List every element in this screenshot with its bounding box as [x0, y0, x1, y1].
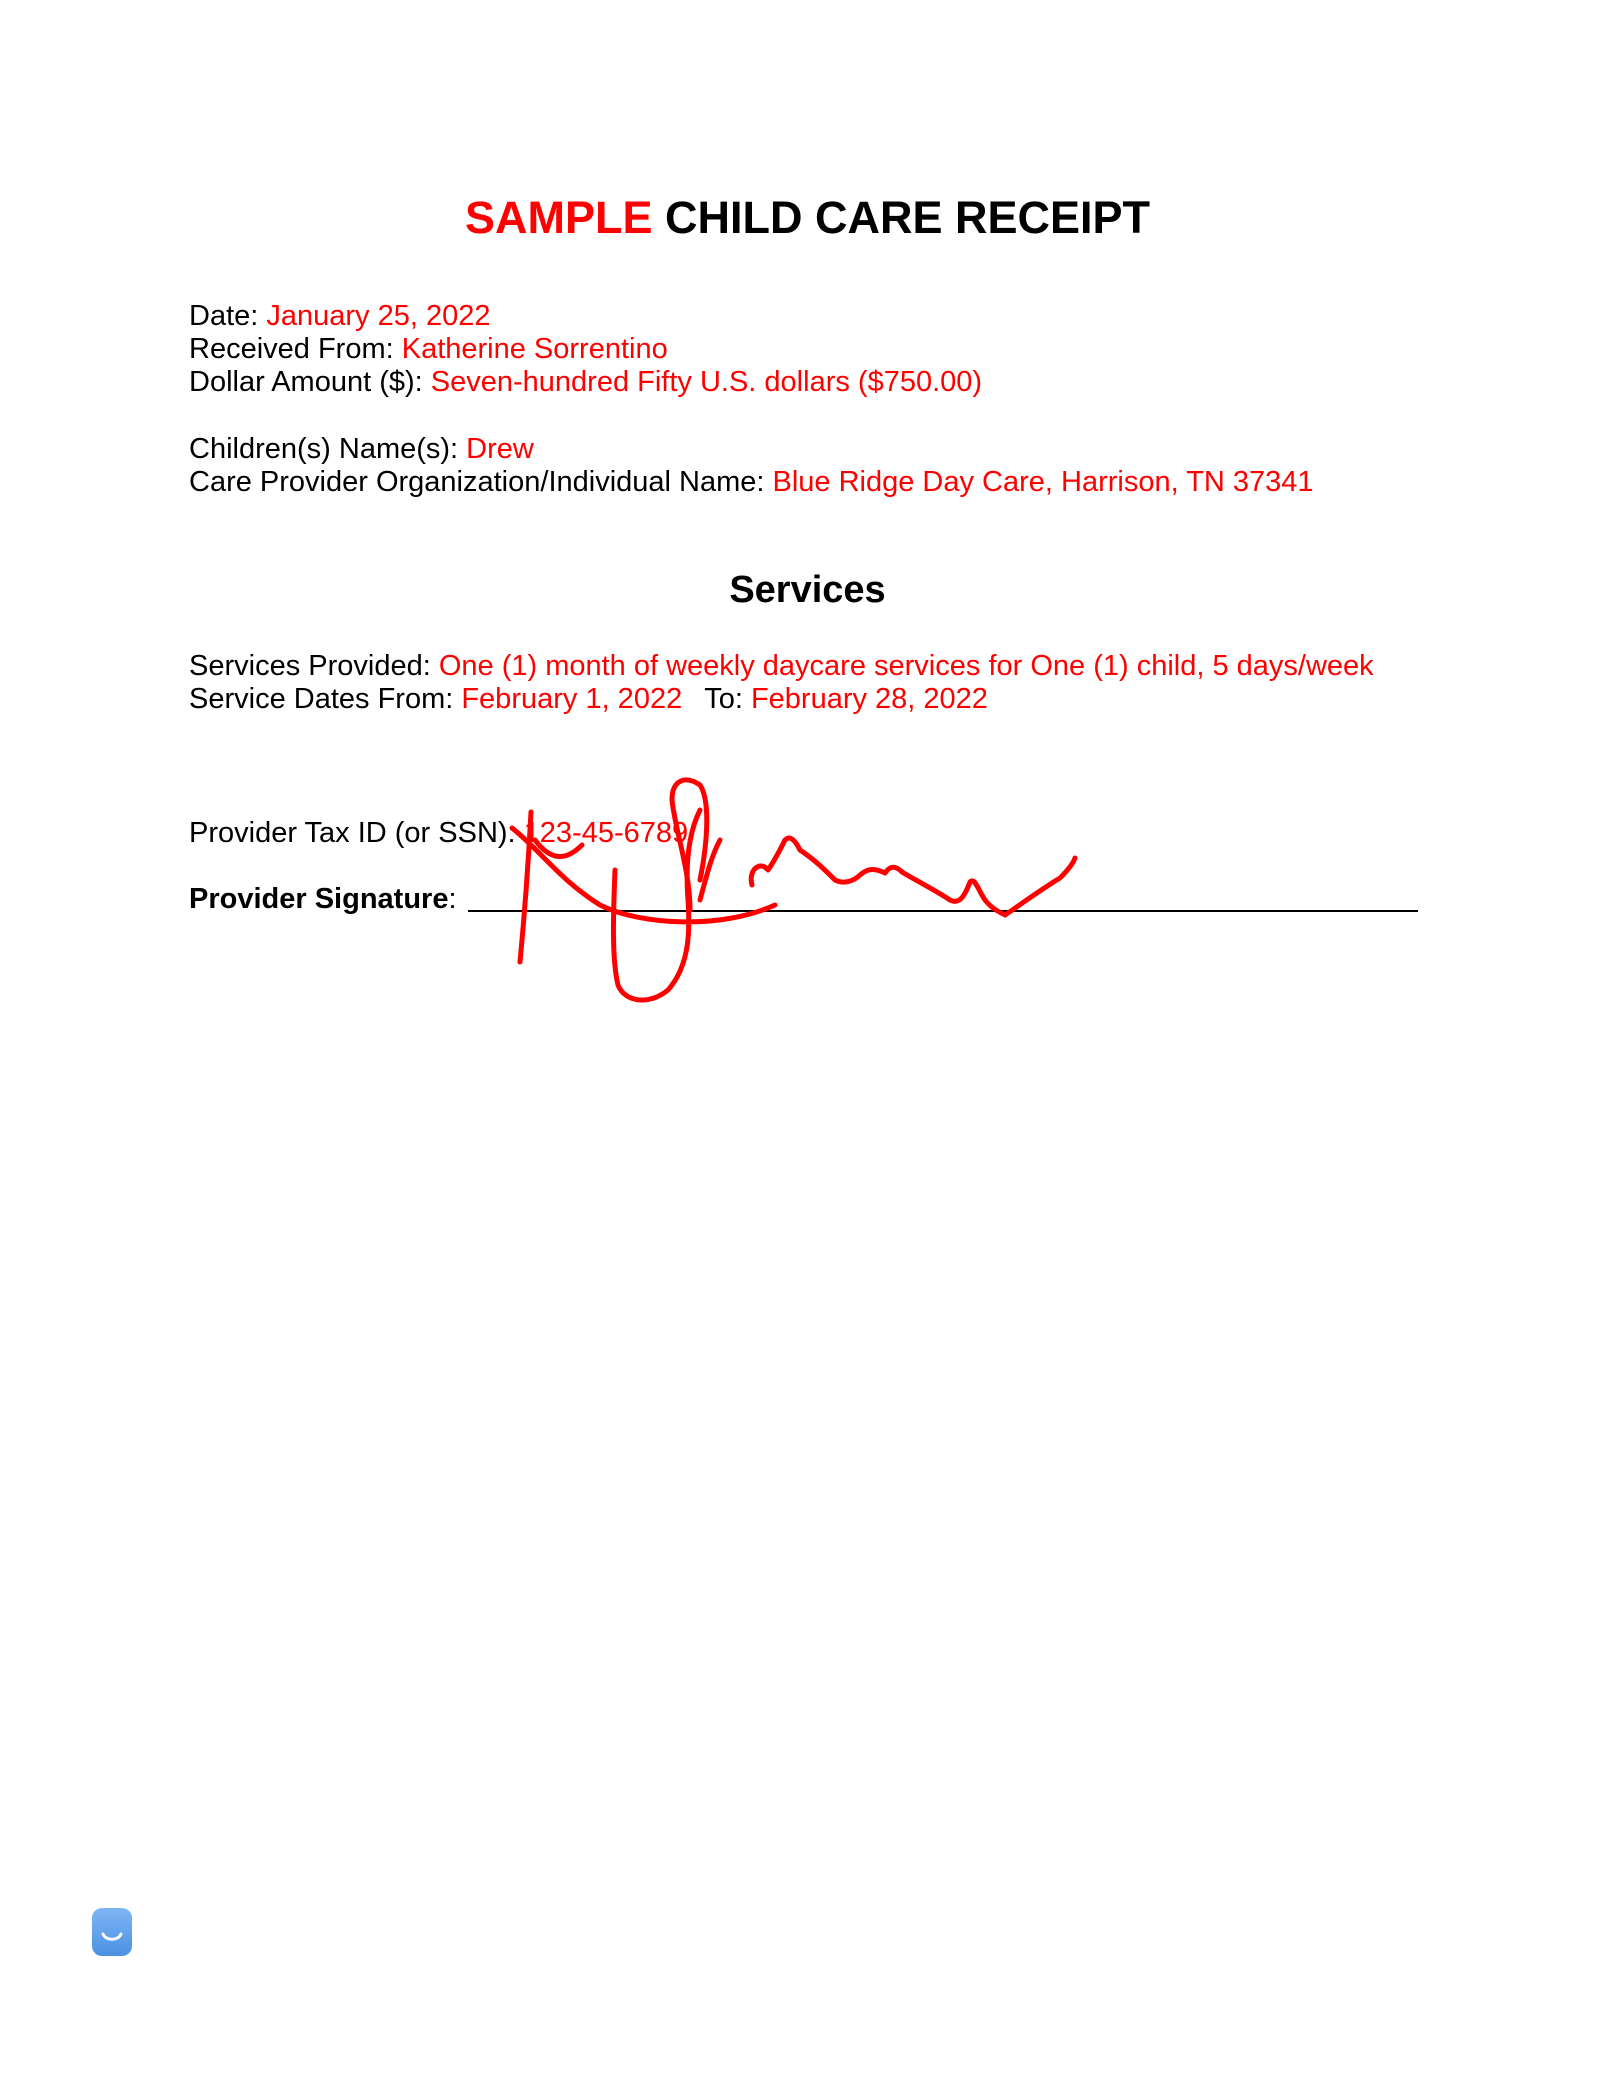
tax-id-label: Provider Tax ID (or SSN):: [189, 817, 524, 849]
signature-row: [189, 881, 457, 917]
services-provided-row: [189, 648, 1374, 684]
received-from-row: [189, 331, 668, 367]
dollar-amount-row: [189, 364, 982, 400]
provider-name-row: [189, 464, 1314, 500]
date-row: [189, 298, 491, 334]
children-row: [189, 431, 534, 467]
services-provided-value: One (1) month of weekly daycare services for One (1) child, 5 days/week: [438, 650, 1374, 682]
app-badge-icon[interactable]: [92, 1908, 132, 1956]
received-from-value: Katherine Sorrentino: [401, 333, 668, 365]
smile-icon: [92, 1908, 132, 1956]
tax-id-row: [189, 815, 688, 851]
service-dates-from-value: February 1, 2022: [461, 683, 683, 715]
signature-label: Provider Signature: [189, 883, 449, 915]
title-highlight: SAMPLE: [464, 192, 653, 243]
children-label: Children(s) Name(s):: [189, 433, 467, 465]
service-dates-to-label: To:: [704, 683, 751, 715]
services-heading: Services: [729, 569, 886, 611]
service-dates-row: [189, 681, 988, 717]
page-title: [0, 188, 1615, 248]
date-label: Date:: [189, 300, 267, 332]
received-from-label: Received From:: [189, 333, 402, 365]
children-value: Drew: [466, 433, 534, 465]
service-dates-from-label: Service Dates From:: [189, 683, 462, 715]
provider-name-value: Blue Ridge Day Care, Harrison, TN 37341: [772, 466, 1314, 498]
services-provided-label: Services Provided:: [189, 650, 439, 682]
signature-line: [468, 910, 1418, 912]
title-rest: CHILD CARE RECEIPT: [652, 192, 1151, 243]
dollar-amount-label: Dollar Amount ($):: [189, 366, 431, 398]
provider-name-label: Care Provider Organization/Individual Name:: [189, 466, 773, 498]
date-value: January 25, 2022: [266, 300, 491, 332]
dollar-amount-value: Seven-hundred Fifty U.S. dollars ($750.00): [430, 366, 983, 398]
service-dates-to-value: February 28, 2022: [750, 683, 988, 715]
signature-colon: :: [448, 883, 457, 915]
tax-id-value: 123-45-6789: [523, 817, 689, 849]
